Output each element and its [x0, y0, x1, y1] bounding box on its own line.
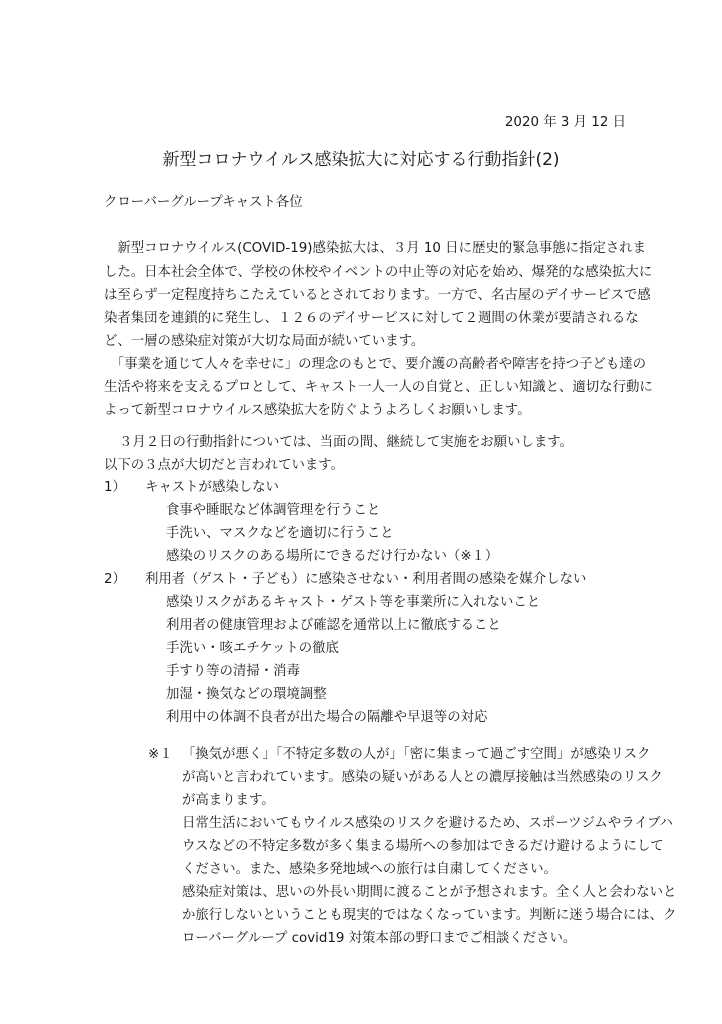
point-item: 食事や睡眠など体調管理を行うこと: [166, 503, 381, 518]
point-item: 手洗い・咳エチケットの徹底: [166, 641, 339, 656]
point-item: 感染リスクがあるキャスト・ゲスト等を事業所に入れないこと: [166, 595, 541, 610]
footnote-line: が高いと言われています。感染の疑いがある人との濃厚接触は当然感染のリスク: [182, 770, 663, 785]
intro-line: は至らず一定程度持ちこたえているとされております。一方で、名古屋のデイサービスで感: [104, 288, 651, 303]
intro-line: 新型コロナウイルス(COVID-19)感染拡大は、３月 10 日に歴史的緊急事態に指定されま: [104, 241, 647, 256]
point-item: 感染のリスクのある場所にできるだけ行かない（※１）: [166, 549, 499, 564]
intro-line: ど、一層の感染症対策が大切な局面が続いています。: [104, 334, 425, 349]
point-item: 手洗い、マスクなどを適切に行うこと: [166, 526, 394, 541]
guidance-line: ３月２日の行動指針については、当面の間、継続して実施をお願いします。: [119, 435, 573, 450]
point-heading: キャストが感染しない: [145, 480, 279, 495]
guidance-line: 以下の３点が大切だと言われています。: [104, 458, 344, 473]
footnote-label: ※１: [148, 747, 173, 762]
footnote-line: ローバーグループ covid19 対策本部の野口までご相談ください。: [182, 931, 577, 946]
intro-line: 生活や将来を支えるプロとして、キャスト一人一人の自覚と、正しい知識と、適切な行動に: [104, 380, 653, 395]
point-heading: 利用者（ゲスト・子ども）に感染させない・利用者間の感染を媒介しない: [145, 572, 587, 587]
point-number: 2）: [104, 572, 126, 587]
footnote-line: が高まります。: [182, 793, 275, 808]
addressee: クローバーグループキャスト各位: [104, 195, 303, 210]
footnote-line: 感染症対策は、思いの外長い期間に渡ることが予想されます。全く人と会わないと: [182, 885, 677, 900]
footnote-line: 「換気が悪く」「不特定多数の人が」「密に集まって過ごす空間」が感染リスク: [182, 747, 651, 762]
footnote-line: ください。また、感染多発地域への旅行は自粛してください。: [182, 862, 557, 877]
intro-line: 「事業を通じて人々を幸せに」の理念のもとで、要介護の高齢者や障害を持つ子ども達の: [104, 357, 647, 372]
point-item: 利用者の健康管理および確認を通常以上に徹底すること: [166, 618, 501, 633]
point-number: 1）: [104, 480, 126, 495]
intro-line: よって新型コロナウイルス感染拡大を防ぐようよろしくお願いします。: [104, 403, 531, 418]
point-item: 加湿・換気などの環境調整: [166, 687, 327, 702]
intro-line: した。日本社会全体で、学校の休校やイベントの中止等の対応を始め、爆発的な感染拡大に: [104, 265, 653, 280]
document-date: 2020 年 3 月 12 日: [504, 115, 626, 130]
point-item: 利用中の体調不良者が出た場合の隔離や早退等の対応: [166, 710, 488, 725]
footnote-line: か旅行しないということも現実的ではなくなっています。判断に迷う場合には、ク: [182, 908, 677, 923]
point-item: 手すり等の清掃・消毒: [166, 664, 300, 679]
intro-line: 染者集団を連鎖的に発生し、１２６のデイサービスに対して２週間の休業が要請されるな: [104, 311, 639, 326]
document-title: 新型コロナウイルス感染拡大に対応する行動指針(2): [162, 150, 560, 170]
footnote-line: 日常生活においてもウイルス感染のリスクを避けるため、スポーツジムやライブハ: [182, 816, 673, 831]
footnote-line: ウスなどの不特定多数が多く集まる場所への参加はできるだけ避けるようにして: [182, 839, 664, 854]
